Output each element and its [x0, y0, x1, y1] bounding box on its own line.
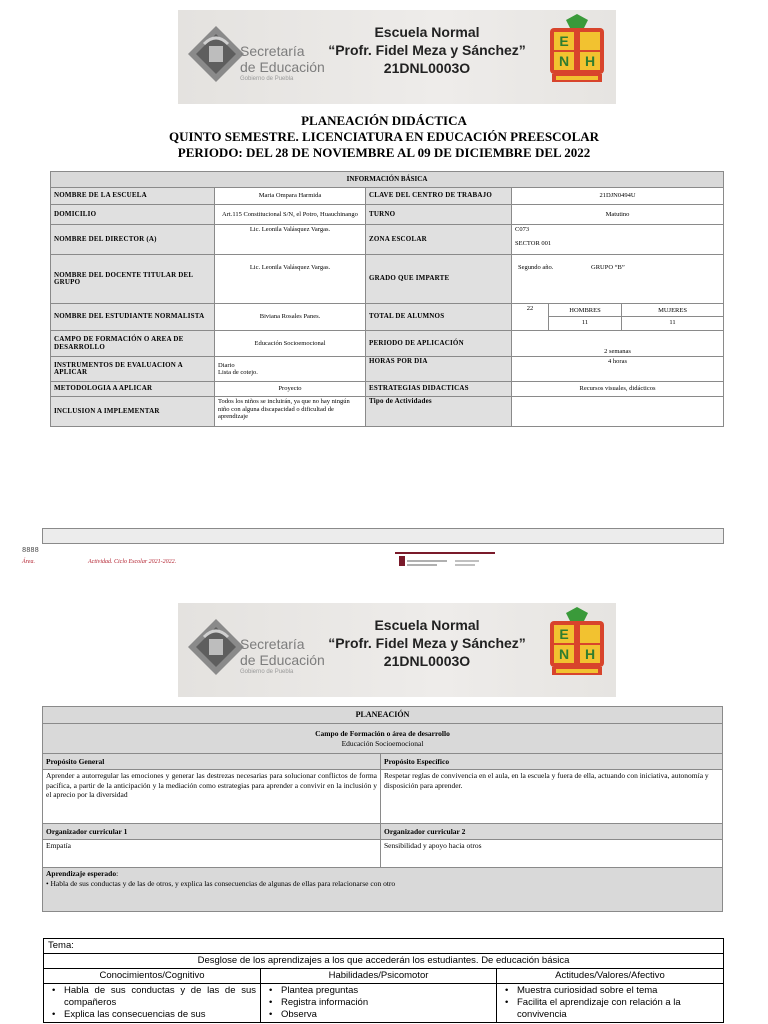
director-label: NOMBRE DEL DIRECTOR (A) [51, 225, 215, 255]
desglose-label: Desglose de los aprendizajes a los que accederán los estudiantes. De educación básica [44, 954, 724, 969]
list-item: • Habla de sus conductas y de las de sus compañeros [48, 985, 256, 1009]
organizador-1-label: Organizador curricular 1 [43, 824, 381, 840]
turno-label: TURNO [366, 205, 512, 225]
svg-text:E: E [559, 33, 569, 49]
proposito-general-label: Propósito General [43, 754, 381, 770]
school-name: Escuela Normal [374, 617, 480, 633]
svg-text:E: E [559, 626, 569, 642]
horas-value: 4 horas [512, 357, 724, 382]
list-item: • Registra información [265, 997, 492, 1009]
address-value: Art.115 Constitucional S/N, el Potro, Huauchinango [215, 205, 366, 225]
metodologia-value: Proyecto [215, 382, 366, 397]
cct-value: 21DJN0494U [512, 188, 724, 205]
sector-code: SECTOR 001 [515, 239, 552, 247]
instrumentos-label: INSTRUMENTOS DE EVALUACION A APLICAR [51, 357, 215, 382]
grupo-value: GRUPO “B” [591, 264, 625, 271]
organizador-2-label: Organizador curricular 2 [381, 824, 723, 840]
campo-label: CAMPO DE FORMACIÓN O AREA DE DESARROLLO [51, 331, 215, 357]
educacion-text: de Educación [240, 652, 325, 668]
proposito-general-value: Aprender a autorregular las emociones y generar las destrezas necesarias para solucionar conflictos de forma pacífica, a partir de la anticipación y la mediación como estrategias para aprender a convivir en la inclusión y el aprecio por la diversidad [43, 770, 381, 824]
school-code: 21DNL0003O [383, 653, 471, 669]
inclusion-label: INCLUSION A IMPLEMENTAR [51, 397, 215, 427]
school-subname: “Profr. Fidel Meza y Sánchez” [328, 635, 526, 651]
school-code: 21DNL0003O [383, 60, 471, 76]
grado-label: GRADO QUE IMPARTE [366, 255, 512, 304]
alumnos-label: TOTAL DE ALUMNOS [366, 304, 512, 331]
secretaria-logo-icon [184, 615, 248, 679]
zona-label: ZONA ESCOLAR [366, 225, 512, 255]
list-item: • Plantea preguntas [265, 985, 492, 997]
campo-value: Educación Socioemocional [215, 331, 366, 357]
mujeres-label: MUJERES [622, 305, 723, 317]
hombres-label: HOMBRES [549, 305, 621, 317]
instrumentos-value [215, 357, 366, 382]
svg-text:N: N [558, 646, 570, 662]
director-value: Lic. Leonila Valásquez Vargas. [215, 225, 366, 255]
conocimientos-cell [44, 984, 261, 1023]
grado-value: Segundo año. [518, 264, 554, 271]
instrumento-lista: Lista de cotejo. [218, 369, 258, 376]
organizador-1-value: Empatía [43, 840, 381, 868]
instrumento-diario: Diario [218, 361, 235, 369]
svg-text:N: N [558, 53, 570, 69]
habilidades-cell [261, 984, 497, 1023]
heading-line-3: PERIODO: DEL 28 DE NOVIEMBRE AL 09 DE DICIEMBRE DEL 2022 [177, 145, 591, 160]
aprendizaje-value: • Habla de sus conductas y de las de otros, y explica las consecuencias de algunas de ellas para relacionarse con otro [46, 878, 396, 888]
alumnos-value: 22 [512, 304, 549, 331]
metodologia-label: METODOLOGIA A APLICAR [51, 382, 215, 397]
campo-formacion-value: Educación Socioemocional [341, 738, 424, 748]
list-item: • Observa [265, 1009, 492, 1021]
periodo-value: 2 semanas [512, 331, 724, 357]
heading-line-1: PLANEACIÓN DIDÁCTICA [301, 113, 467, 128]
list-item: • Facilita el aprendizaje con relación a la convivencia [501, 997, 719, 1021]
cct-label: CLAVE DEL CENTRO DE TRABAJO [366, 188, 512, 205]
educacion-text: de Educación [240, 59, 325, 75]
zona-value [512, 225, 724, 255]
secretaria-logo-icon [184, 22, 248, 86]
basic-info-table [50, 171, 724, 427]
turno-value: Matutino [512, 205, 724, 225]
zona-code: C073 [515, 226, 530, 233]
address-label: DOMICILIO [51, 205, 215, 225]
list-item: • Explica las consecuencias de sus [48, 1009, 256, 1021]
actividades-label: Tipo de Actividades [366, 397, 512, 427]
aprendizaje-label: Aprendizaje esperado [46, 869, 117, 878]
heading-line-2: QUINTO SEMESTRE. LICENCIATURA EN EDUCACIÓN PREESCOLAR [168, 129, 600, 144]
mujeres-value: 11 [669, 319, 676, 326]
periodo-label: PERIODO DE APLICACIÓN [366, 331, 512, 357]
organizador-2-value: Sensibilidad y apoyo hacia otros [381, 840, 723, 868]
header-banner [178, 10, 616, 104]
mujeres-cell [622, 304, 724, 331]
planeacion-header: PLANEACIÓN [43, 707, 723, 724]
school-value: Maria Ompara Harmida [215, 188, 366, 205]
separator-bar [42, 528, 724, 544]
secretaria-text: Secretaría [240, 636, 305, 652]
actividades-value [512, 397, 724, 427]
docente-value: Lic. Leonila Valásquez Vargas. [215, 255, 366, 304]
list-item: • Muestra curiosidad sobre el tema [501, 985, 719, 997]
school-subname: “Profr. Fidel Meza y Sánchez” [328, 42, 526, 58]
svg-text:H: H [584, 53, 596, 69]
col-actitudes: Actitudes/Valores/Afectivo [497, 969, 724, 984]
gobierno-puebla-logo-icon [395, 550, 495, 576]
proposito-especifico-label: Propósito Específico [381, 754, 723, 770]
grado-value-cell [512, 255, 724, 304]
school-label: NOMBRE DE LA ESCUELA [51, 188, 215, 205]
horas-label: HORAS POR DIA [366, 357, 512, 382]
campo-formacion-label: Campo de Formación o área de desarrollo [315, 729, 450, 738]
proposito-especifico-value: Respetar reglas de convivencia en el aula, en la escuela y fuera de ella, actuando con iniciativa, autonomía y disposición para aprender. [381, 770, 723, 824]
secretaria-text: Secretaría [240, 43, 305, 59]
hombres-value: 11 [581, 319, 589, 326]
footer-area: Área. [22, 559, 35, 565]
school-name: Escuela Normal [374, 24, 480, 40]
actitudes-cell [497, 984, 724, 1023]
estrategias-value: Recursos visuales, didácticos [512, 382, 724, 397]
footer-number: 8888 [22, 547, 39, 555]
estrategias-label: ESTRATEGIAS DIDACTICAS [366, 382, 512, 397]
info-header: INFORMACIÓN BÁSICA [51, 172, 724, 188]
school-crest-icon [546, 607, 608, 679]
tema-table [43, 938, 724, 1023]
gobierno-text: Gobierno de Puebla [240, 669, 294, 675]
svg-text:H: H [584, 646, 596, 662]
school-crest-icon [546, 14, 608, 86]
inclusion-value: Todos los niños se incluirán, ya que no hay ningún niño con alguna discapacidad o dificultad de aprendizaje [215, 397, 366, 427]
planeacion-table [42, 706, 723, 912]
footer-activity: Actividad. Ciclo Escolar 2021-2022. [88, 559, 177, 565]
header-banner-2 [178, 603, 616, 697]
docente-label: NOMBRE DEL DOCENTE TITULAR DEL GRUPO [51, 255, 215, 304]
col-habilidades: Habilidades/Psicomotor [261, 969, 497, 984]
estudiante-value: Biviana Rosales Panes. [215, 304, 366, 331]
tema-label: Tema: [44, 939, 724, 954]
gobierno-text: Gobierno de Puebla [240, 76, 294, 82]
col-conocimientos: Conocimientos/Cognitivo [44, 969, 261, 984]
estudiante-label: NOMBRE DEL ESTUDIANTE NORMALISTA [51, 304, 215, 331]
hombres-cell [549, 304, 622, 331]
aprendizaje-esperado: Aprendizaje esperado: • Habla de sus conductas y de las de otros, y explica las consecuencias de algunas de ellas para relacionarse con otro [43, 868, 723, 912]
campo-formacion [43, 724, 723, 754]
